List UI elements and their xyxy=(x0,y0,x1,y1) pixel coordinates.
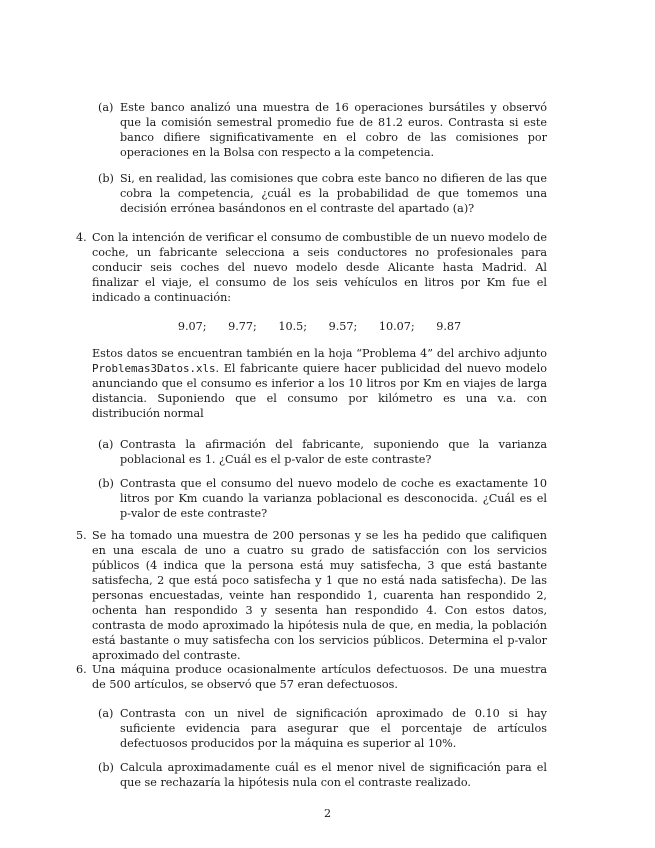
value-2: 9.77; xyxy=(228,320,257,333)
item-6b xyxy=(98,760,547,790)
item-3b-text: Si, en realidad, las comisiones que cobra este banco no difieren de las que cobra la competencia, ¿cuál es la probabilidad de que tomemos una decisión errónea basándonos en el contraste del apartado (a)? xyxy=(120,172,547,215)
item-4b-label: (b) xyxy=(98,477,114,490)
data-filename: Problemas3Datos.xls xyxy=(92,362,216,375)
item-4 xyxy=(76,230,547,521)
item-4b xyxy=(98,476,547,521)
page-number: 2 xyxy=(323,807,332,820)
item-4-note-end: . El fabricante quiere hacer publicidad del nuevo modelo anunciando que el consumo es inferior a los 10 litros por Km en viajes de larga distancia. Suponiendo que el consumo por kilómetro es una v.a. con distribución normal xyxy=(92,362,547,420)
item-6a-label: (a) xyxy=(98,707,114,720)
value-4: 9.57; xyxy=(328,320,358,333)
item-5-number: 5. xyxy=(76,529,87,542)
item-3a xyxy=(98,100,547,160)
item-6b-label: (b) xyxy=(98,761,114,774)
item-6-intro: Una máquina produce ocasionalmente artículos defectuosos. De una muestra de 500 artículos, se observó que 57 eran defectuosos. xyxy=(92,663,547,691)
item-4-note-start: Estos datos se encuentran también en la hoja “Problema 4” del archivo adjunto xyxy=(92,347,547,360)
item-4-intro: Con la intención de verificar el consumo de combustible de un nuevo modelo de coche, un fabricante selecciona a seis conductores no profesionales para conducir seis coches del nuevo modelo desde Alicante hasta Madrid. Al finalizar el viaje, el consumo de los seis vehículos en litros por Km fue el indicado a continuación: xyxy=(92,231,547,304)
item-4a xyxy=(98,437,547,467)
item-6-number: 6. xyxy=(76,663,87,676)
item-6 xyxy=(76,662,547,790)
item-4a-text: Contrasta la afirmación del fabricante, suponiendo que la varianza poblacional es 1. ¿Cuál es el p-valor de este contraste? xyxy=(120,438,547,466)
item-6a xyxy=(98,706,547,751)
item-4-data-note xyxy=(92,346,547,421)
item-3a-text: Este banco analizó una muestra de 16 operaciones bursátiles y observó que la comisión semestral promedio fue de 81.2 euros. Contrasta si este banco difiere significativamente en el cobro de las comisiones por operaciones en la Bolsa con respecto a la competencia. xyxy=(120,101,547,159)
item-3b-label: (b) xyxy=(98,172,114,185)
item-5 xyxy=(76,528,547,663)
item-4-number: 4. xyxy=(76,231,87,244)
item-6b-text: Calcula aproximadamente cuál es el menor nivel de significación para el que se rechazaría la hipótesis nula con el contraste realizado. xyxy=(120,761,547,789)
item-6a-text: Contrasta con un nivel de significación aproximado de 0.10 si hay suficiente evidencia para asegurar que el porcentaje de artículos defectuosos producidos por la máquina es superior al 10%. xyxy=(120,707,547,750)
value-5: 10.07; xyxy=(378,320,415,333)
value-6: 9.87 xyxy=(436,320,462,333)
item-5-text: Se ha tomado una muestra de 200 personas y se les ha pedido que califiquen en una escala de uno a cuatro su grado de satisfacción con los servicios públicos (4 indica que la persona está muy satisfecha, 3 que está bastante satisfecha, 2 que está poco satisfecha y 1 que no está nada satisfecha). De las personas encuestadas, veinte han respondido 1, cuarenta han respondido 2, ochenta han respondido 3 y sesenta han respondido 4. Con estos datos, contrasta de modo aproximado la hipótesis nula de que, en media, la población está bastante o muy satisfecha con los servicios públicos. Determina el p-valor aproximado del contraste. xyxy=(92,529,547,662)
item-3-continuation xyxy=(76,100,547,216)
value-3: 10.5; xyxy=(278,320,308,333)
item-4b-text: Contrasta que el consumo del nuevo modelo de coche es exactamente 10 litros por Km cuando la varianza poblacional es desconocida. ¿Cuál es el p-valor de este contraste? xyxy=(120,477,547,520)
fuel-consumption-values xyxy=(92,319,547,334)
value-1: 9.07; xyxy=(177,320,207,333)
item-4a-label: (a) xyxy=(98,438,114,451)
item-3b xyxy=(98,171,547,216)
item-3a-label: (a) xyxy=(98,101,114,114)
